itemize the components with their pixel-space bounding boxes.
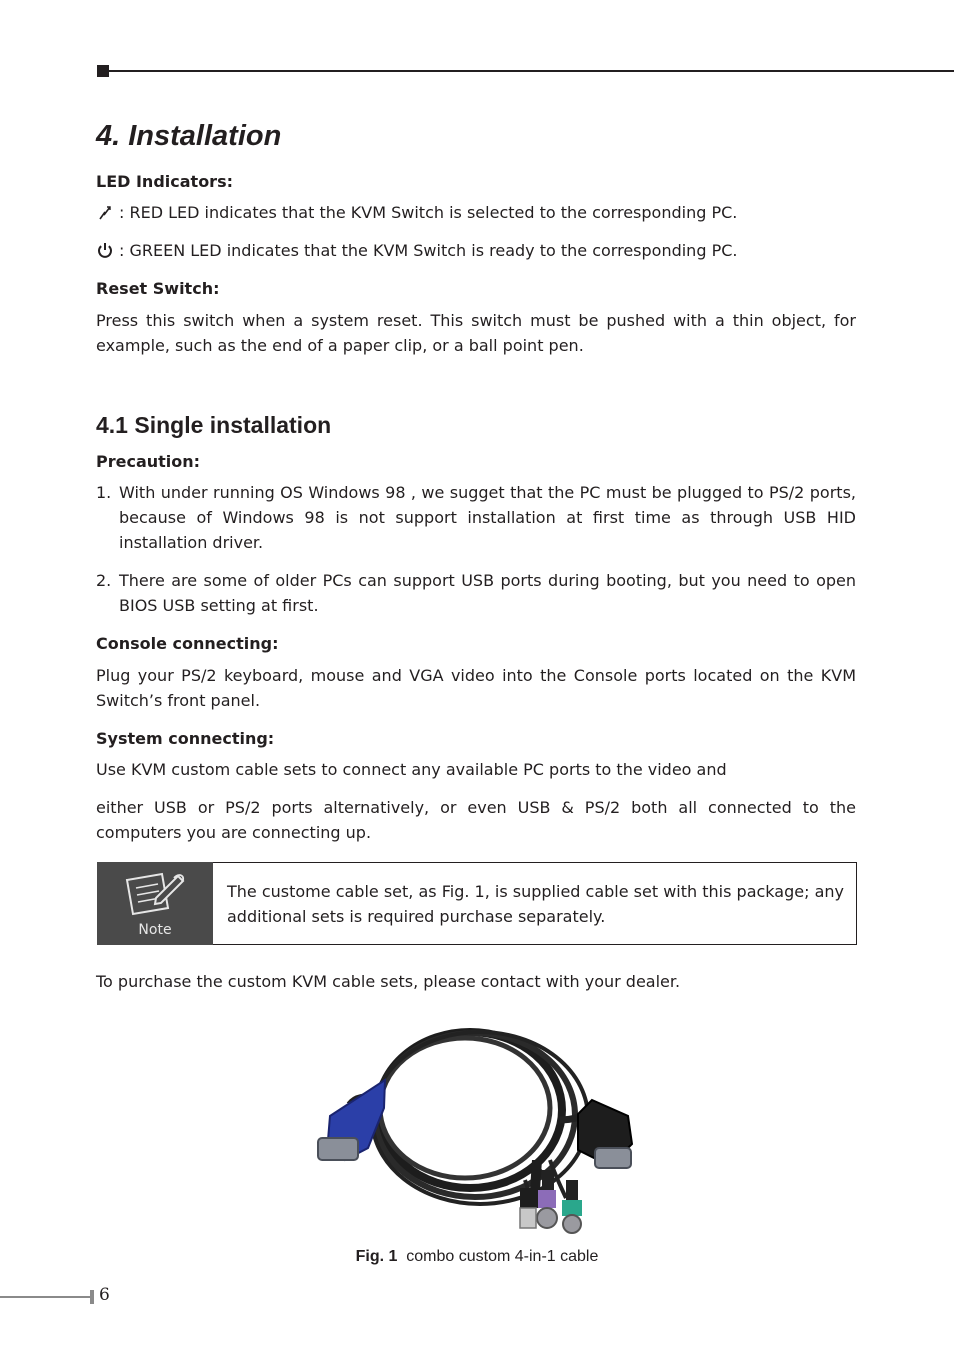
page-title: 4. Installation bbox=[96, 120, 282, 152]
list-item-number: 2. bbox=[96, 571, 112, 590]
led-red-text: : RED LED indicates that the KVM Switch is selected to the corresponding PC. bbox=[119, 203, 738, 222]
note-text: The custome cable set, as Fig. 1, is supplied cable set with this package; any additional sets is required purchase separately. bbox=[227, 882, 844, 926]
system-text-line1: Use KVM custom cable sets to connect any available PC ports to the video and bbox=[96, 760, 727, 779]
power-icon bbox=[96, 241, 114, 259]
header-rule bbox=[109, 70, 954, 72]
precaution-heading: Precaution: bbox=[96, 452, 201, 471]
figure-caption-text: combo custom 4-in-1 cable bbox=[406, 1248, 599, 1265]
system-text-line2: either USB or PS/2 ports alternatively, or even USB & PS/2 both all connected to the computers you are connecting up. bbox=[96, 798, 856, 842]
reset-text: Press this switch when a system reset. This switch must be pushed with a thin object, for example, such as the end of a paper clip, or a ball point pen. bbox=[96, 311, 856, 355]
list-item-text: With under running OS Windows 98 , we sugget that the PC must be plugged to PS/2 ports, because of Windows 98 is not support installation at first time as through USB HID installation driver. bbox=[119, 483, 856, 552]
list-item-text: There are some of older PCs can support USB ports during booting, but you need to open BIOS USB setting at first. bbox=[119, 571, 856, 615]
system-heading: System connecting: bbox=[96, 729, 275, 748]
header-square bbox=[97, 65, 109, 77]
list-item-number: 1. bbox=[96, 483, 112, 502]
figure-label: Fig. 1 bbox=[355, 1248, 398, 1265]
reset-heading: Reset Switch: bbox=[96, 279, 220, 298]
select-lightning-icon bbox=[96, 204, 114, 222]
note-pen-icon bbox=[122, 868, 188, 920]
figure-caption bbox=[0, 1248, 954, 1266]
kvm-cable-image bbox=[310, 1020, 640, 1235]
section-title: 4.1 Single installation bbox=[96, 412, 332, 438]
console-text: Plug your PS/2 keyboard, mouse and VGA video into the Console ports located on the KVM Switch’s front panel. bbox=[96, 666, 856, 710]
page-number: 6 bbox=[99, 1285, 110, 1305]
note-label: Note bbox=[138, 922, 172, 938]
footer-mark bbox=[90, 1290, 94, 1304]
purchase-text: To purchase the custom KVM cable sets, please contact with your dealer. bbox=[96, 972, 681, 991]
led-green-text: : GREEN LED indicates that the KVM Switch is ready to the corresponding PC. bbox=[119, 241, 738, 260]
footer-rule bbox=[0, 1296, 90, 1298]
console-heading: Console connecting: bbox=[96, 634, 279, 653]
led-heading: LED Indicators: bbox=[96, 172, 233, 191]
